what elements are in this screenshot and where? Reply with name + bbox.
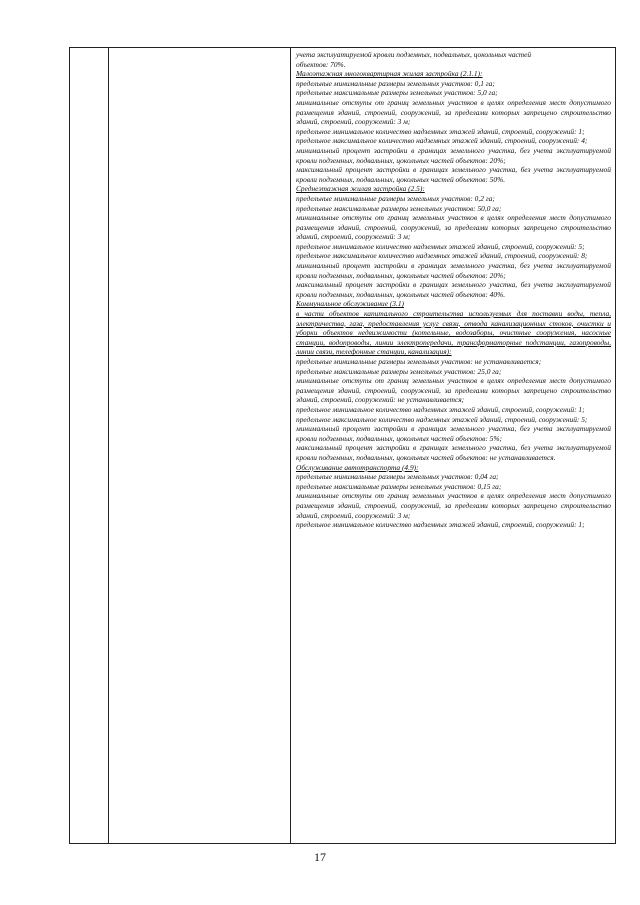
regulation-line: максимальный процент застройки в границах земельного участка, без учета эксплуатируемой кровли подземных, подвальных, цокольных частей объектов: 50%.	[296, 165, 611, 184]
regulation-line: предельные максимальные размеры земельных участков: 50,0 га;	[296, 203, 502, 213]
regulation-line: минимальные отступы от границ земельных участков в целях определения мест допустимого размещения зданий, строений, сооружений, за пределами которых запрещено строительство зданий, строений, сооружений: не устанавливается;	[296, 376, 611, 405]
regulation-line: предельные минимальные размеры земельных участков: 0,04 га;	[296, 472, 499, 482]
regulation-line: предельные максимальные размеры земельных участков: 0,15 га;	[296, 481, 502, 491]
regulation-line: предельное максимальное количество надземных этажей зданий, строений, сооружений: 5;	[296, 414, 588, 424]
regulation-line: предельные максимальные размеры земельных участков: 25,0 га;	[296, 366, 502, 376]
regulation-line: максимальный процент застройки в границах земельного участка, без учета эксплуатируемой кровли подземных, подвальных, цокольных частей объектов: не устанавливается.	[296, 443, 611, 462]
regulation-line: минимальные отступы от границ земельных участков в целях определения мест допустимого размещения зданий, строений, сооружений, за пределами которых запрещено строительство зданий, строений, сооружений: 3 м;	[296, 213, 611, 242]
regulation-line: предельное максимальное количество надземных этажей зданий, строений, сооружений: 4;	[296, 136, 588, 146]
section-heading: Коммунальное обслуживание (3.1)	[296, 299, 404, 309]
regulation-line: минимальный процент застройки в границах земельного участка, без учета эксплуатируемой кровли подземных, подвальных, цокольных частей объектов: 5%;	[296, 424, 611, 443]
regulation-line: учета эксплуатируемой кровли подземных, подвальных, цокольных частей	[296, 50, 532, 59]
regulation-line: предельное минимальное количество надземных этажей зданий, строений, сооружений: 5;	[296, 241, 585, 251]
regulation-line: предельное минимальное количество надземных этажей зданий, строений, сооружений: 1;	[296, 404, 585, 414]
regulation-line: минимальный процент застройки в границах земельного участка, без учета эксплуатируемой кровли подземных, подвальных, цокольных частей объектов: 20%;	[296, 261, 611, 280]
page-number: 17	[314, 850, 326, 864]
regulations-table	[69, 47, 616, 844]
regulation-line: минимальные отступы от границ земельных участков в целях определения мест допустимого размещения зданий, строений, сооружений, за пределами которых запрещено строительство зданий, строений, сооружений: 3 м;	[296, 491, 611, 520]
section-heading: Обслуживание автотранспорта (4.9):	[296, 462, 419, 472]
regulation-line: в части объектов капитального строительства используемых для поставки воды, тепла, электричества, газа, предоставления услуг связи, отвода канализационных стоков, очистки и уборки объектов недвижимости (котельные, водозаборы, очистные сооружения, насосные станции, водопроводы, линии электропередачи, трансформаторные подстанции, газопроводы, линии связи, телефонные станции, канализация):	[296, 309, 611, 357]
regulation-line: минимальный процент застройки в границах земельного участка, без учета эксплуатируемой кровли подземных, подвальных, цокольных частей объектов: 20%;	[296, 145, 611, 165]
section-heading: Малоэтажная многоквартирная жилая застройка (2.1.1):	[296, 69, 483, 79]
section-heading: Среднеэтажная жилая застройка (2.5):	[296, 184, 425, 194]
regulation-line: предельные минимальные размеры земельных участков: 0,1 га;	[296, 78, 495, 88]
regulation-line: объектов: 70%.	[296, 59, 346, 69]
regulation-line: предельное максимальное количество надземных этажей зданий, строений, сооружений: 8;	[296, 251, 588, 261]
table-column-zone	[108, 48, 291, 843]
regulation-line: максимальный процент застройки в границах земельного участка, без учета эксплуатируемой кровли подземных, подвальных, цокольных частей объектов: 40%.	[296, 280, 611, 299]
regulation-line: предельное минимальное количество надземных этажей зданий, строений, сооружений: 1;	[296, 126, 585, 136]
regulation-line: минимальные отступы от границ земельных участков в целях определения мест допустимого размещения зданий, строений, сооружений, за пределами которых запрещено строительство зданий, строений, сооружений: 3 м;	[296, 97, 611, 127]
regulation-line: предельные минимальные размеры земельных участков: 0,2 га;	[296, 193, 495, 203]
regulation-line: предельные максимальные размеры земельных участков: 5,0 га;	[296, 88, 498, 98]
regulation-line: предельные минимальные размеры земельных участков: не устанавливается;	[296, 357, 542, 366]
regulations-text-cell	[296, 50, 611, 530]
regulation-line: предельное минимальное количество надземных этажей зданий, строений, сооружений: 1;	[296, 520, 585, 530]
table-column-number	[70, 48, 109, 843]
